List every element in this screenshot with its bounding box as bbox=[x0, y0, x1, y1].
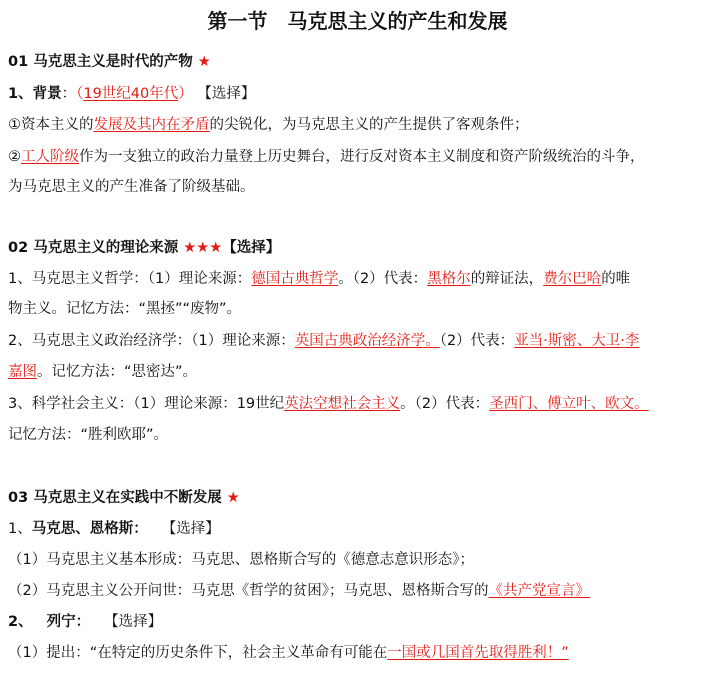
highlight: 一国或几国首先取得胜利！ bbox=[387, 645, 562, 661]
highlight: 黑格尔 bbox=[427, 271, 471, 287]
colon: ： bbox=[61, 86, 77, 102]
item-number: 1、 bbox=[8, 521, 32, 537]
page-title: 第一节 马克思主义的产生和发展 bbox=[207, 9, 508, 33]
background-line bbox=[8, 84, 255, 104]
highlight: 发展及其内在矛盾 bbox=[93, 117, 210, 133]
item-text: 。（2）代表： bbox=[338, 271, 428, 287]
section-2-heading bbox=[8, 238, 280, 258]
highlight: 圣西门、傅立叶、欧文。 bbox=[489, 396, 649, 412]
highlight: ” bbox=[561, 645, 569, 661]
section-1-heading-text: 01 马克思主义是时代的产物 bbox=[8, 54, 193, 70]
item-text: 3、科学社会主义：（1）理论来源：19世纪 bbox=[8, 396, 285, 412]
item-text: 作为一支独立的政治力量登上历史舞台，进行反对资本主义制度和资产阶级统治的斗争， bbox=[79, 149, 645, 165]
item-text: 的辩证法， bbox=[470, 271, 544, 287]
item-text: 。记忆方法：“思密达”。 bbox=[37, 364, 198, 380]
lenin-line bbox=[8, 612, 162, 632]
star-icon: ★ bbox=[197, 54, 211, 70]
select-tag: 【选择】 bbox=[197, 86, 256, 102]
background-item-1 bbox=[8, 115, 529, 135]
background-time: 19世纪40年代 bbox=[83, 86, 179, 102]
background-item-2 bbox=[8, 147, 645, 167]
section-1-heading bbox=[8, 52, 211, 72]
highlight: 德国古典哲学 bbox=[251, 271, 339, 287]
background-item-2-cont: 为马克思主义的产生准备了阶级基础。 bbox=[8, 179, 255, 195]
subheading-name: 马克思、恩格斯： bbox=[31, 521, 148, 537]
marx-engels-item-2 bbox=[8, 581, 590, 601]
subheading-name: 列宁： bbox=[46, 614, 91, 630]
item-text: 2、马克思主义政治经济学：（1）理论来源： bbox=[8, 333, 295, 349]
economics-line-cont bbox=[8, 362, 197, 382]
star-icon: ★★★ bbox=[183, 240, 223, 256]
background-label: 1、背景 bbox=[8, 86, 62, 102]
economics-line bbox=[8, 331, 639, 351]
highlight: 《共产党宣言》 bbox=[488, 583, 590, 599]
item-text: 的尖锐化，为马克思主义的产生提供了客观条件； bbox=[209, 117, 529, 133]
highlight: 英国古典政治经济学。 bbox=[294, 333, 440, 349]
star-icon: ★ bbox=[226, 490, 240, 506]
highlight: 英法空想社会主义 bbox=[284, 396, 401, 412]
close-paren: ） bbox=[178, 86, 193, 102]
open-paren: （ bbox=[76, 86, 84, 102]
highlight: 工人阶级 bbox=[21, 149, 79, 165]
item-text: 。（2）代表： bbox=[400, 396, 490, 412]
socialism-line-cont: 记忆方法：“胜利欧耶”。 bbox=[8, 427, 169, 443]
item-text: （2）马克思主义公开问世：马克思《哲学的贫困》；马克思、恩格斯合写的 bbox=[8, 583, 489, 599]
item-text: （2）代表： bbox=[439, 333, 515, 349]
section-3-heading bbox=[8, 488, 240, 508]
socialism-line bbox=[8, 394, 649, 414]
highlight: 费尔巴哈 bbox=[543, 271, 602, 287]
item-text: ② bbox=[8, 149, 21, 165]
item-text: （1）提出：“在特定的历史条件下，社会主义革命有可能在 bbox=[8, 645, 388, 661]
select-tag: 【选择】 bbox=[104, 614, 163, 630]
philosophy-line-cont: 物主义。记忆方法：“黑拯”“废物”。 bbox=[8, 301, 242, 317]
item-text: 1、马克思主义哲学：（1）理论来源： bbox=[8, 271, 252, 287]
highlight: 嘉图 bbox=[8, 364, 37, 380]
marx-engels-item-1: （1）马克思主义基本形成：马克思、恩格斯合写的《德意志意识形态》； bbox=[8, 552, 474, 568]
lenin-item-1 bbox=[8, 643, 569, 663]
section-3-heading-text: 03 马克思主义在实践中不断发展 bbox=[8, 490, 222, 506]
section-2-heading-text: 02 马克思主义的理论来源 bbox=[8, 240, 179, 256]
item-text: 的唯 bbox=[601, 271, 631, 287]
philosophy-line bbox=[8, 269, 630, 289]
item-text: ①资本主义的 bbox=[8, 117, 94, 133]
marx-engels-line bbox=[8, 519, 220, 539]
select-tag: 【选择】 bbox=[222, 240, 281, 256]
item-number: 2、 bbox=[8, 614, 33, 630]
select-tag: 【选择】 bbox=[161, 521, 220, 537]
highlight: 亚当·斯密、大卫·李 bbox=[514, 333, 640, 349]
